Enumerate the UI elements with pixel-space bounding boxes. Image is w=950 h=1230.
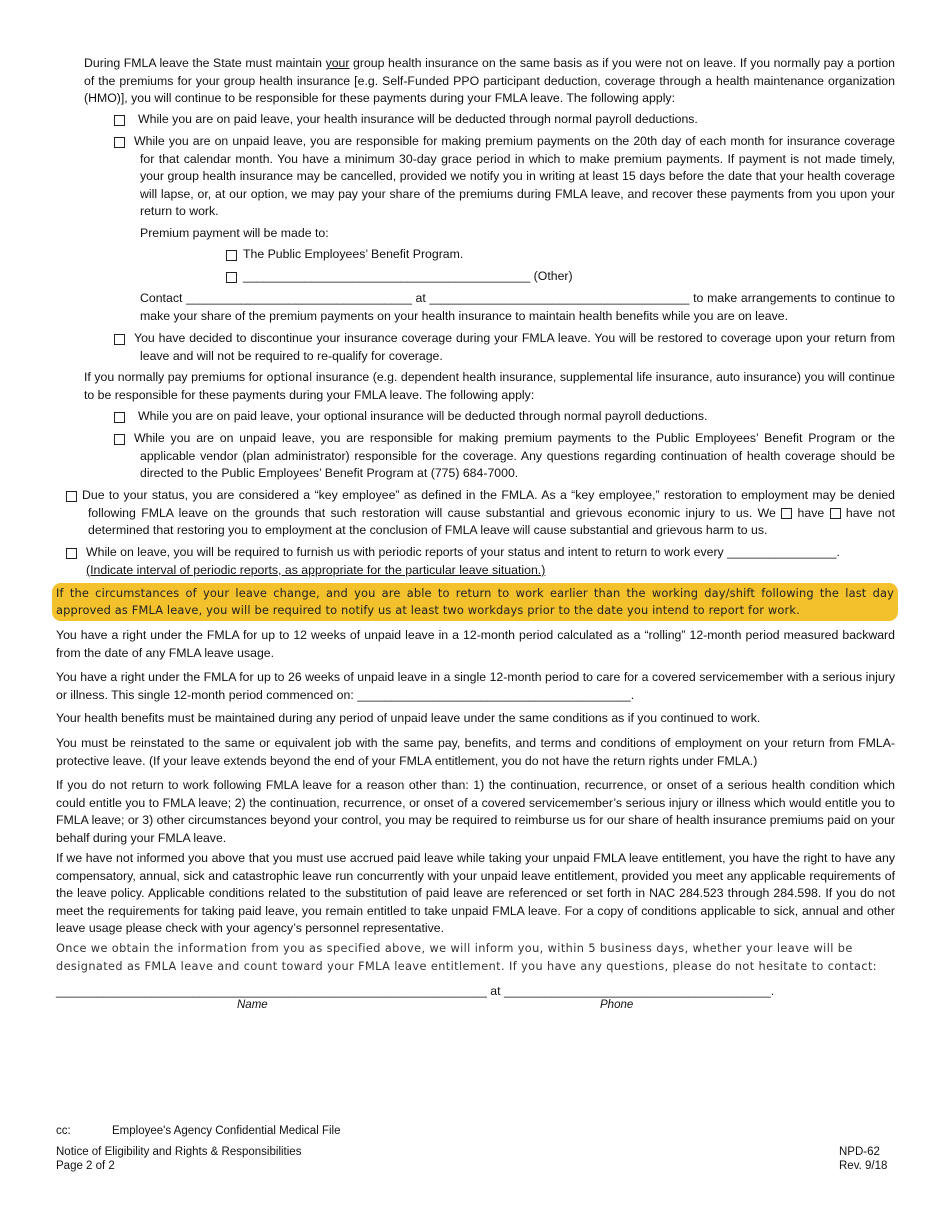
optional-paid-leave-text: While you are on paid leave, your optional insurance will be deducted through normal payroll deductions. xyxy=(138,409,708,423)
group-paid-leave-checkbox[interactable] xyxy=(114,115,125,126)
phone-label: Phone xyxy=(600,999,634,1011)
key-employee-text: Due to your status, you are considered a “key employee” as defined in the FMLA. As a “key employee,” restoration to employment may be denied following FMLA leave on the grounds that such restoration will cause substantial and grievous economic injury to us. We have have not determined that restoring you to employment at the conclusion of FMLA leave will cause substantial and grievous harm to us. xyxy=(82,488,895,537)
have-not-checkbox[interactable] xyxy=(830,508,841,519)
group-paid-leave-text: While you are on paid leave, your health insurance will be deducted through normal payroll deductions. xyxy=(138,112,698,126)
other-option-blank[interactable]: __________________________________________ xyxy=(243,269,531,283)
other-option-checkbox[interactable] xyxy=(226,272,237,283)
have-checkbox[interactable] xyxy=(781,508,792,519)
reinstatement-right: You must be reinstated to the same or equivalent job with the same pay, benefits, and terms and conditions of employment on your return from FMLA-protective leave. (If your leave extends beyond the end of your FMLA entitlement, you do not have the return rights under FMLA.) xyxy=(56,736,895,768)
other-option-label: (Other) xyxy=(533,269,573,283)
right-26-weeks: You have a right under the FMLA for up to 26 weeks of unpaid leave in a single 12-month period to care for a covered servicemember with a serious injury or illness. This single 12-month period commenced on: ________________________________________. xyxy=(56,670,895,702)
optional-insurance-paragraph: If you normally pay premiums for optional insurance (e.g. dependent health insurance, supplemental life insurance, auto insurance) you will continue to be responsible for these payments during your FMLA leave. The following apply: xyxy=(84,370,895,402)
intro-paragraph: During FMLA leave the State must maintain your group health insurance on the same basis as if you were not on leave. If you normally pay a portion of the premiums for your group health insurance [e.g. Self-Funded PPO participant deduction, coverage through a health maintenance organization (HMO)], you will continue to be responsible for these payments during your FMLA leave. The following apply: xyxy=(84,56,895,105)
form-title: Notice of Eligibility and Rights & Responsibilities xyxy=(56,1146,302,1158)
leave-change-notice: If the circumstances of your leave change, and you are able to return to work earlier than the working day/shift following the last day approved as FMLA leave, you will be required to notify us at least two workdays prior to the date you intend to report for work. xyxy=(52,583,898,621)
contact-phone-blank[interactable]: _______________________________________. xyxy=(503,984,775,998)
reimbursement-notice: If you do not return to work following FMLA leave for a reason other than: 1) the continuation, recurrence, or onset of a serious health condition which could entitle you to FMLA leave; 2) the continuation, recurrence, or onset of a covered servicemember’s serious injury or illness which would entitle you to FMLA leave; or 3) other circumstances beyond your control, you may be required to reimburse us for our share of health insurance premiums paid on your behalf during your FMLA leave. xyxy=(56,778,895,845)
form-number: NPD-62 xyxy=(839,1146,880,1158)
group-unpaid-leave-checkbox[interactable] xyxy=(114,137,125,148)
page-number: Page 2 of 2 xyxy=(56,1160,115,1172)
optional-word: optional xyxy=(266,371,313,384)
your-emphasis: your xyxy=(325,56,350,70)
premium-payment-label: Premium payment will be made to: xyxy=(140,226,329,240)
right-12-weeks: You have a right under the FMLA for up to 12 weeks of unpaid leave in a 12-month period calculated as a “rolling” 12-month period measured backward from the date of any FMLA leave usage. xyxy=(56,628,895,660)
periodic-reports-text: While on leave, you will be required to furnish us with periodic reports of your status and intent to return to work every ________________. (Indicate interval of periodic reports, as appropriate for the particular leave situation.) xyxy=(86,544,895,579)
contact-name-blank[interactable]: _______________________________________________________________ xyxy=(56,984,487,998)
other-option-row xyxy=(243,268,573,286)
contact-arrangement-text: Contact _________________________________ at ______________________________________ to make arrangements to continue to make your share of the premium payments on your health insurance to maintain health benefits while you are on leave. xyxy=(140,291,895,323)
optional-paid-leave-checkbox[interactable] xyxy=(114,412,125,423)
contact-signature-line: _______________________________________________________________ at _______________________________________. xyxy=(56,984,775,998)
cc-label: cc: xyxy=(56,1125,71,1137)
optional-unpaid-leave-checkbox[interactable] xyxy=(114,434,125,445)
key-employee-checkbox[interactable] xyxy=(66,491,77,502)
periodic-reports-checkbox[interactable] xyxy=(66,548,77,559)
periodic-reports-note: (Indicate interval of periodic reports, as appropriate for the particular leave situation.) xyxy=(86,562,546,577)
paid-leave-substitution: If we have not informed you above that you must use accrued paid leave while taking your unpaid FMLA leave entitlement, you have the right to have any compensatory, annual, sick and catastrophic leave run concurrently with your unpaid leave entitlement, provided you meet any applicable requirements of the leave policy. Applicable conditions related to the substitution of paid leave are referenced or set forth in NAC 284.523 through 284.598. If you do not meet the requirements for taking paid leave, you remain entitled to take unpaid FMLA leave. For a copy of conditions applicable to sick, annual and other leave usage please check with your agency’s personnel representative. xyxy=(56,851,895,935)
health-benefits-maintained: Your health benefits must be maintained during any period of unpaid leave under the same conditions as if you continued to work. xyxy=(56,711,761,725)
group-unpaid-leave-text: While you are on unpaid leave, you are responsible for making premium payments on the 20th day of each month for insurance coverage for that calendar month. You have a minimum 30-day grace period in which to make premium payments. If payment is not made timely, your group health insurance may be cancelled, provided we notify you in writing at least 15 days before the date that your health coverage will lapse, or, at our option, we may pay your share of the premiums during FMLA leave, and recover these payments from you upon your return to work. xyxy=(134,134,895,218)
optional-unpaid-leave-text: While you are on unpaid leave, you are responsible for making premium payments to the Public Employees’ Benefit Program or the applicable vendor (plan administrator) responsible for the coverage. Any questions regarding continuation of health coverage should be directed to the Public Employees’ Benefit Program at (775) 684-7000. xyxy=(134,431,895,480)
discontinue-coverage-text: You have decided to discontinue your insurance coverage during your FMLA leave. You will be restored to coverage upon your return from leave and will not be required to re-qualify for coverage. xyxy=(134,331,895,363)
cc-recipient: Employee's Agency Confidential Medical File xyxy=(112,1125,341,1137)
peb-option-checkbox[interactable] xyxy=(226,250,237,261)
discontinue-coverage-checkbox[interactable] xyxy=(114,334,125,345)
peb-option-label: The Public Employees’ Benefit Program. xyxy=(243,247,464,261)
closing-paragraph: Once we obtain the information from you as specified above, we will inform you, within 5 business days, whether your leave will be designated as FMLA leave and count toward your FMLA leave entitlement. If you have any questions, please do not hesitate to contact: xyxy=(56,942,878,973)
name-label: Name xyxy=(237,999,268,1011)
form-revision: Rev. 9/18 xyxy=(839,1160,888,1172)
